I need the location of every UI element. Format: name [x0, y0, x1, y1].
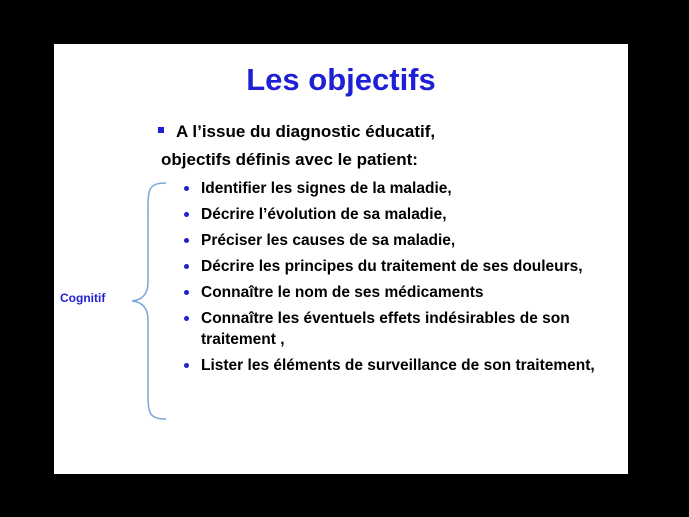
bullet-icon [184, 363, 189, 368]
objectives-list [184, 178, 624, 381]
list-item: Décrire les principes du traitement de ses douleurs, [184, 256, 624, 277]
list-item: Décrire l’évolution de sa maladie, [184, 204, 624, 225]
bullet-icon [184, 238, 189, 243]
bullet-icon [184, 264, 189, 269]
category-label: Cognitif [60, 291, 106, 305]
list-item: Préciser les causes de sa maladie, [184, 230, 624, 251]
intro-line-2: objectifs définis avec le patient: [161, 150, 418, 169]
square-bullet-icon [158, 127, 164, 133]
list-item: Connaître les éventuels effets indésirables de son traitement , [184, 308, 624, 350]
bullet-icon [184, 316, 189, 321]
curly-brace-icon [128, 182, 168, 420]
bullet-icon [184, 290, 189, 295]
bullet-icon [184, 186, 189, 191]
list-item: Connaître le nom de ses médicaments [184, 282, 624, 303]
slide-title: Les objectifs [246, 62, 436, 97]
list-item: Identifier les signes de la maladie, [184, 178, 624, 199]
bullet-icon [184, 212, 189, 217]
list-item: Lister les éléments de surveillance de son traitement, [184, 355, 624, 376]
intro-line-1: A l’issue du diagnostic éducatif, [176, 122, 436, 141]
slide [54, 44, 628, 474]
